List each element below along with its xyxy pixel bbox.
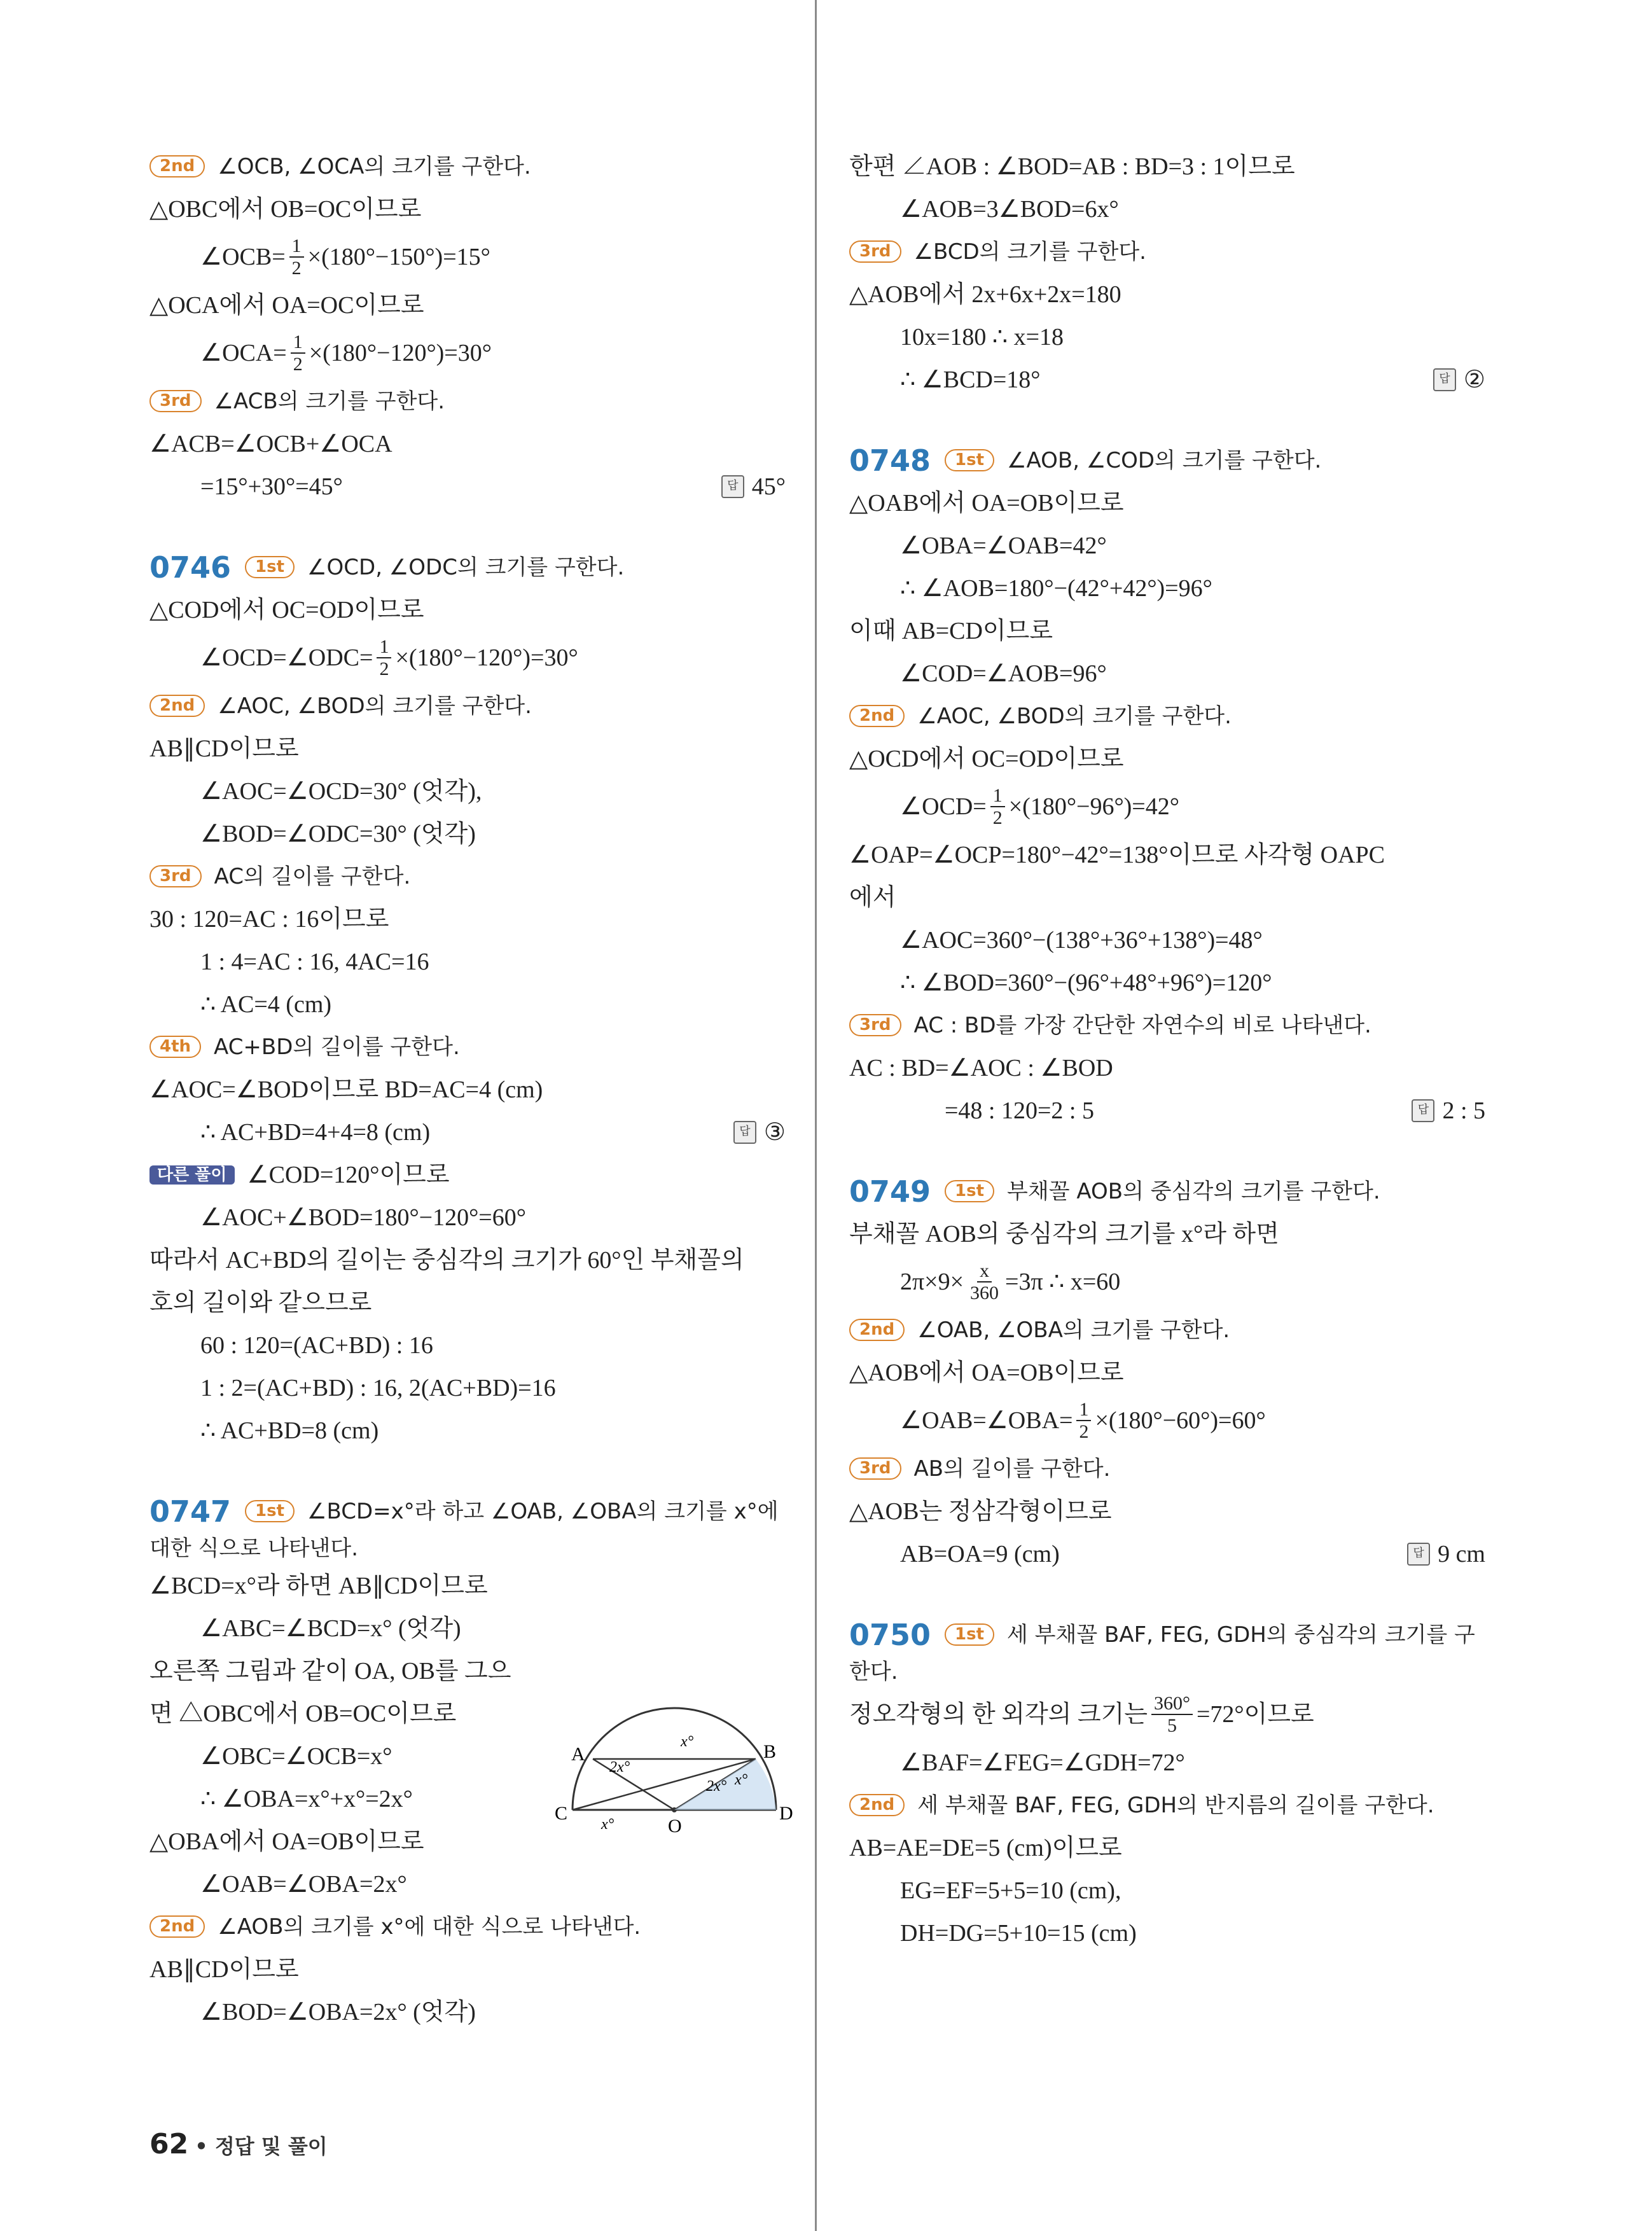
expr-text: 정오각형의 한 외각의 크기는 (849, 1701, 1148, 1728)
fraction-numerator: 1 (291, 331, 305, 354)
solution-line: ∠BOD=∠OBA=2x° (엇각) (200, 1998, 476, 2026)
fraction-numerator: x (977, 1260, 992, 1282)
step-text: ∠BCD의 크기를 구한다. (913, 239, 1146, 265)
step-text: ∠OCD, ∠ODC의 크기를 구한다. (307, 554, 625, 580)
answer (1407, 1542, 1485, 1566)
solution-line: 에서 (849, 884, 896, 911)
solution-line (849, 1394, 1485, 1447)
solution-line: 60 : 120=(AC+BD) : 16 (200, 1331, 433, 1359)
label-b: B (763, 1741, 777, 1762)
solution-line: ∠AOC+∠BOD=180°−120°=60° (200, 1204, 526, 1231)
problem-heading (149, 546, 786, 588)
solution-line (849, 1089, 1485, 1132)
solution-line (149, 631, 786, 685)
solution-line: △OBA에서 OA=OB이므로 (149, 1828, 424, 1855)
solution-line: AC : BD=∠AOC : ∠BOD (849, 1054, 1113, 1081)
solution-line: △OAB에서 OA=OB이므로 (849, 489, 1124, 517)
fraction-denominator: 360 (970, 1282, 999, 1303)
step-text-continued (149, 1533, 786, 1564)
solution-line: ∠BOD=∠ODC=30° (엇각) (200, 820, 476, 847)
solution-line: ∴ AC+BD=8 (cm) (200, 1417, 379, 1444)
solution-line: ∠OAP=∠OCP=180°−42°=138°이므로 사각형 OAPC (849, 841, 1385, 868)
step-badge: 3rd (849, 1457, 901, 1480)
semicircle-figure (553, 1702, 795, 1835)
solution-line: ∠AOC=∠BOD이므로 BD=AC=4 (cm) (149, 1076, 543, 1103)
fraction (1151, 1693, 1193, 1736)
solution-line: ∴ ∠AOB=180°−(42°+42°)=96° (900, 574, 1212, 602)
problem-heading (149, 1490, 786, 1533)
expr-text: ∠OCD= (900, 793, 987, 820)
solution-line: ∠ABC=∠BCD=x° (엇각) (200, 1615, 461, 1642)
solution-line: ∠BAF=∠FEG=∠GDH=72° (900, 1749, 1185, 1776)
solution-line: ∴ ∠OBA=x°+x°=2x° (200, 1785, 413, 1812)
solution-line: 오른쪽 그림과 같이 OA, OB를 그으 (149, 1657, 511, 1685)
expr-text: =15°+30°=45° (200, 473, 343, 500)
fraction (1076, 1399, 1091, 1442)
solution-line: △AOB에서 2x+6x+2x=180 (849, 281, 1121, 308)
expr-text: ×(180°−150°)=15° (307, 244, 490, 270)
solution-line (149, 230, 786, 284)
solution-line: AB=AE=DE=5 (cm)이므로 (849, 1834, 1122, 1861)
expr-text: ∠OCD=∠ODC= (200, 644, 373, 671)
solution-line (149, 1111, 786, 1153)
step-heading (149, 1025, 786, 1068)
angle-label: 2x° (706, 1778, 727, 1795)
step-text: ∠AOC, ∠BOD의 크기를 구한다. (218, 693, 532, 719)
step-badge: 3rd (149, 390, 202, 412)
solution-line: ∠AOB=3∠BOD=6x° (900, 195, 1119, 223)
answer-value: 2 : 5 (1442, 1097, 1485, 1124)
solution-line: ∠BCD=x°라 하면 AB∥CD이므로 (149, 1572, 488, 1599)
solution-line: 한편 ∠AOB : ∠BOD=AB : BD=3 : 1이므로 (849, 153, 1295, 180)
label-o: O (668, 1816, 682, 1835)
solution-line: △OBC에서 OB=OC이므로 (149, 195, 422, 223)
expr-text: ∠OAB=∠OBA= (900, 1407, 1073, 1434)
problem-number: 0750 (849, 1617, 931, 1652)
solution-line: EG=EF=5+5=10 (cm), (900, 1877, 1121, 1904)
step-badge: 1st (245, 1500, 295, 1522)
answer-icon: 답 (733, 1121, 756, 1144)
solution-line: △AOB에서 OA=OB이므로 (849, 1359, 1124, 1386)
solution-line: 이때 AB=CD이므로 (849, 617, 1053, 644)
problem-heading (849, 439, 1485, 482)
alt-solution-label: 다른 풀이 (149, 1165, 235, 1185)
solution-line: ∴ ∠BOD=360°−(96°+48°+96°)=120° (900, 969, 1272, 996)
expr-text: =48 : 120=2 : 5 (945, 1097, 1094, 1124)
page-footer (149, 2128, 328, 2160)
step-heading (149, 685, 786, 727)
expr-text: ×(180°−60°)=60° (1095, 1407, 1266, 1434)
angle-label: x° (681, 1734, 694, 1750)
expr-text: ∴ AC+BD=4+4=8 (cm) (200, 1118, 431, 1146)
problem-heading (849, 1613, 1485, 1656)
step-text: AB의 길이를 구한다. (913, 1456, 1111, 1482)
footer-label: • 정답 및 풀이 (195, 2134, 328, 2158)
step-badge: 3rd (149, 865, 202, 887)
step-heading (849, 695, 1485, 737)
step-heading (149, 855, 786, 898)
solution-line: ∠OBA=∠OAB=42° (900, 532, 1107, 559)
solution-line: AB∥CD이므로 (149, 735, 299, 762)
page-number: 62 (149, 2128, 189, 2160)
fraction-numerator: 1 (1076, 1399, 1091, 1421)
answer-icon: 답 (1407, 1543, 1430, 1566)
fraction (289, 235, 304, 279)
answer (721, 475, 786, 499)
solution-line: ∠AOC=∠OCD=30° (엇각), (200, 777, 482, 805)
expr-text: ×(180°−96°)=42° (1008, 793, 1179, 820)
step-heading (149, 1905, 786, 1948)
answer (733, 1120, 786, 1144)
solution-line (149, 465, 786, 508)
expr-text: ∠COD=120°이므로 (247, 1161, 450, 1188)
step-heading (849, 230, 1485, 273)
solution-line: 면 △OBC에서 OB=OC이므로 (149, 1700, 457, 1727)
answer (1412, 1099, 1485, 1123)
solution-line: ∠ACB=∠OCB+∠OCA (149, 430, 392, 457)
fraction (291, 331, 305, 375)
expr-text: 2π×9× (900, 1268, 964, 1295)
expr-text: ∠OCB= (200, 244, 286, 270)
fraction-numerator: 360° (1151, 1693, 1193, 1715)
right-column (849, 145, 1485, 1954)
step-text: ∠OCB, ∠OCA의 크기를 구한다. (218, 153, 531, 179)
solution-line: ∠OAB=∠OBA=2x° (200, 1870, 407, 1898)
problem-number: 0747 (149, 1494, 232, 1529)
step-text: AC+BD의 길이를 구한다. (214, 1034, 460, 1060)
problem-heading (849, 1170, 1485, 1213)
expr-text: =3π ∴ x=60 (1005, 1268, 1121, 1295)
fraction-denominator: 2 (1079, 1421, 1089, 1442)
solution-line (849, 1255, 1485, 1309)
solution-line: ∠OBC=∠OCB=x° (200, 1742, 392, 1770)
solution-line: ∴ AC=4 (cm) (200, 990, 332, 1018)
answer-value: 9 cm (1438, 1540, 1485, 1567)
solution-line: 부채꼴 AOB의 중심각의 크기를 x°라 하면 (849, 1220, 1279, 1248)
fraction-numerator: 1 (289, 235, 304, 258)
answer-icon: 답 (721, 475, 744, 498)
step-heading (849, 1309, 1485, 1351)
label-a: A (571, 1744, 585, 1765)
step-badge: 3rd (849, 1014, 901, 1036)
fraction-numerator: 1 (990, 785, 1005, 807)
angle-label: 2x° (609, 1759, 630, 1776)
answer-value: ② (1463, 366, 1485, 393)
fraction-denominator: 2 (291, 258, 302, 279)
solution-line: AB∥CD이므로 (149, 1956, 299, 1983)
angle-label: x° (735, 1772, 748, 1788)
step-badge: 2nd (849, 705, 905, 727)
solution-line (849, 1688, 1485, 1741)
solution-line: 10x=180 ∴ x=18 (900, 323, 1064, 351)
label-c: C (555, 1803, 568, 1824)
step-heading (149, 380, 786, 422)
problem-number: 0749 (849, 1174, 931, 1209)
label-d: D (779, 1803, 793, 1824)
column-divider (815, 0, 817, 2231)
solution-line: ∠COD=∠AOB=96° (900, 660, 1107, 687)
angle-label: x° (601, 1816, 614, 1833)
expr-text: ∴ ∠BCD=18° (900, 366, 1041, 393)
fraction-denominator: 2 (379, 658, 389, 679)
step-badge: 3rd (849, 240, 901, 263)
step-badge: 2nd (849, 1794, 905, 1816)
step-text: ∠AOB의 크기를 x°에 대한 식으로 나타낸다. (218, 1914, 641, 1940)
solution-line: 1 : 4=AC : 16, 4AC=16 (200, 948, 429, 975)
solution-line: 30 : 120=AC : 16이므로 (149, 905, 389, 933)
step-heading (149, 145, 786, 188)
fraction-numerator: 1 (377, 636, 391, 658)
solution-line: 따라서 AC+BD의 길이는 중심각의 크기가 60°인 부채꼴의 (149, 1246, 744, 1274)
solution-line: △OCD에서 OC=OD이므로 (849, 745, 1124, 772)
step-text: 세 부채꼴 BAF, FEG, GDH의 중심각의 크기를 구 (1007, 1622, 1475, 1648)
step-badge: 2nd (149, 1915, 205, 1938)
step-text-continued (849, 1656, 1485, 1688)
expr-text: ∠OCA= (200, 340, 287, 366)
solution-line: 1 : 2=(AC+BD) : 16, 2(AC+BD)=16 (200, 1374, 556, 1401)
fraction-denominator: 2 (992, 807, 1003, 828)
solution-line: ∠AOC=360°−(138°+36°+138°)=48° (900, 926, 1263, 954)
step-heading (849, 1447, 1485, 1490)
answer-icon: 답 (1412, 1099, 1434, 1122)
step-badge: 1st (945, 1180, 994, 1202)
solution-line: 호의 길이와 같으므로 (149, 1289, 372, 1316)
step-badge: 2nd (149, 155, 205, 177)
step-text: AC의 길이를 구한다. (214, 863, 411, 889)
step-badge: 4th (149, 1036, 201, 1058)
expr-text: ×(180°−120°)=30° (395, 644, 578, 671)
step-text: 대한 식으로 나타낸다. (149, 1536, 359, 1561)
step-badge: 1st (945, 449, 994, 471)
step-text: ∠ACB의 크기를 구한다. (214, 388, 445, 414)
step-badge: 1st (945, 1623, 994, 1646)
solution-line (849, 780, 1485, 833)
fraction-denominator: 5 (1167, 1715, 1177, 1736)
fraction (968, 1260, 1001, 1303)
step-heading (849, 1784, 1485, 1826)
solution-line (849, 1533, 1485, 1575)
answer-value: 45° (751, 473, 786, 500)
step-text: 세 부채꼴 BAF, FEG, GDH의 반지름의 길이를 구한다. (917, 1792, 1434, 1818)
answer-value: ③ (763, 1118, 786, 1146)
solution-line (149, 326, 786, 380)
expr-text: =72°이므로 (1197, 1701, 1314, 1728)
answer-icon: 답 (1433, 368, 1456, 391)
solution-line: △AOB는 정삼각형이므로 (849, 1498, 1112, 1525)
solution-line: DH=DG=5+10=15 (cm) (900, 1919, 1137, 1947)
step-text: ∠OAB, ∠OBA의 크기를 구한다. (917, 1317, 1230, 1343)
problem-number: 0746 (149, 550, 232, 585)
step-text: 부채꼴 AOB의 중심각의 크기를 구한다. (1007, 1178, 1380, 1204)
step-text: ∠BCD=x°라 하고 ∠OAB, ∠OBA의 크기를 x°에 (307, 1498, 779, 1524)
expr-text: AB=OA=9 (cm) (900, 1540, 1060, 1567)
alt-solution-heading (149, 1153, 786, 1196)
step-text: AC : BD를 가장 간단한 자연수의 비로 나타낸다. (913, 1012, 1371, 1038)
step-text: ∠AOC, ∠BOD의 크기를 구한다. (917, 703, 1232, 729)
answer (1433, 368, 1485, 392)
solution-line: △OCA에서 OA=OC이므로 (149, 291, 424, 319)
step-text: 한다. (849, 1659, 898, 1685)
fraction-denominator: 2 (293, 354, 303, 375)
step-badge: 2nd (149, 695, 205, 717)
fraction (377, 636, 391, 679)
problem-number: 0748 (849, 443, 931, 478)
step-badge: 1st (245, 556, 295, 578)
expr-text: ×(180°−120°)=30° (309, 340, 492, 366)
solution-line: △COD에서 OC=OD이므로 (149, 596, 424, 623)
step-text: ∠AOB, ∠COD의 크기를 구한다. (1007, 447, 1322, 473)
step-badge: 2nd (849, 1319, 905, 1341)
step-heading (849, 1004, 1485, 1046)
solution-line (849, 358, 1485, 401)
fraction (990, 785, 1005, 828)
